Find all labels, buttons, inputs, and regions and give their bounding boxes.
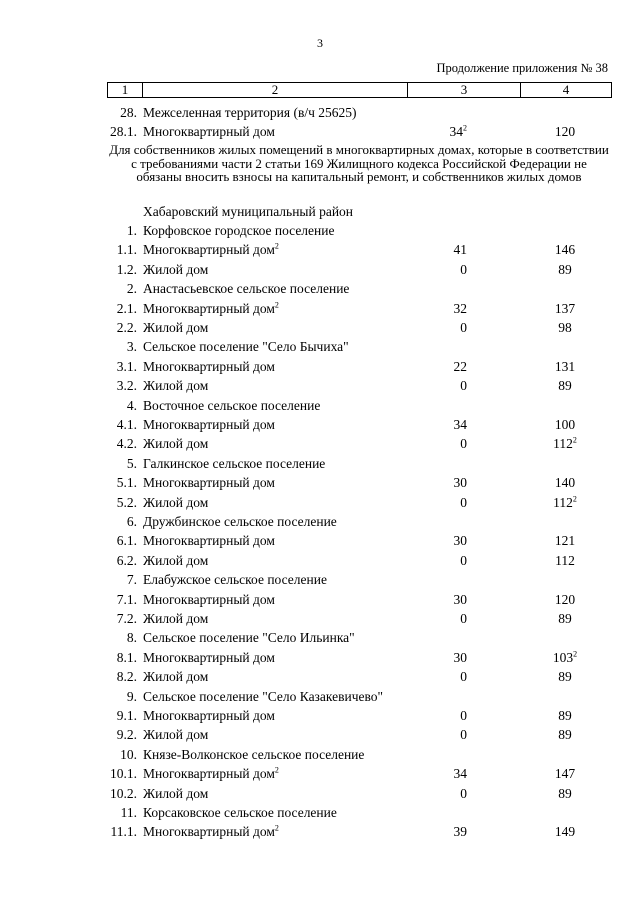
column-3-value xyxy=(400,241,467,259)
footnote-marker: 2 xyxy=(572,494,577,504)
row-number: 1.1. xyxy=(116,242,137,258)
column-4-value xyxy=(520,785,610,803)
column-4-text: 121 xyxy=(554,533,576,549)
row-name-text: Многоквартирный дом xyxy=(143,417,275,432)
column-4-value xyxy=(520,261,610,279)
row-name xyxy=(143,474,275,492)
row-name-text: Многоквартирный дом xyxy=(143,358,275,374)
footnote-marker: 2 xyxy=(274,823,279,833)
column-4-value xyxy=(520,319,610,337)
column-3-text: 30 xyxy=(453,475,467,491)
row-name xyxy=(143,435,208,453)
column-4-value xyxy=(520,435,610,453)
row-number: 6. xyxy=(126,514,137,529)
row-name-text: Многоквартирный дом xyxy=(143,824,275,840)
column-4-value xyxy=(520,300,610,318)
column-3-value xyxy=(400,726,467,744)
column-3-text: 22 xyxy=(453,358,467,374)
row-name xyxy=(143,338,349,356)
column-3-text: 41 xyxy=(453,242,467,258)
column-3-value xyxy=(400,319,467,337)
row-number: 11. xyxy=(120,805,137,820)
footnote-marker: 2 xyxy=(572,435,577,445)
footnote-marker: 2 xyxy=(463,123,467,133)
column-3-text: 0 xyxy=(460,261,467,277)
column-3-value xyxy=(400,785,467,803)
column-3-text: 0 xyxy=(460,436,467,452)
row-name xyxy=(143,823,279,841)
footnote-marker: 2 xyxy=(573,649,578,659)
table-row xyxy=(0,649,640,667)
row-name xyxy=(143,591,275,609)
continuation-caption: Продолжение приложения № 38 xyxy=(436,61,608,75)
row-name xyxy=(143,300,279,318)
table-row xyxy=(0,123,640,141)
row-name-text: Корсаковское сельское поселение xyxy=(143,805,337,820)
table-row xyxy=(0,455,640,473)
column-4-value xyxy=(520,358,610,376)
column-3-value xyxy=(400,358,467,376)
row-number: 1. xyxy=(126,223,137,238)
column-4-text: 112 xyxy=(555,552,575,568)
row-number: 5.1. xyxy=(116,475,137,491)
table-row xyxy=(0,571,640,589)
row-name xyxy=(143,532,275,550)
row-name xyxy=(143,707,275,725)
column-3-value xyxy=(400,261,467,279)
table-row xyxy=(0,765,640,783)
column-3-text: 0 xyxy=(460,611,467,626)
column-3-text: 0 xyxy=(460,727,467,743)
column-3-value xyxy=(400,377,467,395)
row-name xyxy=(143,629,355,647)
row-name xyxy=(143,804,337,822)
row-name xyxy=(143,123,275,141)
row-name-text: Князе-Волконское сельское поселение xyxy=(143,746,365,762)
district-heading: Хабаровский муниципальный район xyxy=(143,204,354,219)
row-name-text: Сельское поселение "Село Ильинка" xyxy=(143,630,355,646)
table-row xyxy=(0,358,640,376)
row-name xyxy=(143,513,337,531)
row-number: 5. xyxy=(126,455,137,471)
table-row xyxy=(0,241,640,259)
table-row xyxy=(0,746,640,764)
row-name-text: Жилой дом xyxy=(143,378,209,394)
column-4-value xyxy=(520,123,610,141)
column-4-text: 120 xyxy=(554,124,576,139)
column-3-text: 34 xyxy=(453,417,467,432)
column-4-value xyxy=(520,474,610,492)
row-name-text: Жилой дом xyxy=(143,611,209,626)
column-3-text: 0 xyxy=(460,494,467,510)
column-3-value xyxy=(400,649,467,667)
column-4-text: 89 xyxy=(558,378,572,394)
row-name-text: Корфовское городское поселение xyxy=(143,223,335,238)
column-4-value xyxy=(520,494,610,512)
table-row xyxy=(0,494,640,512)
column-3-value xyxy=(400,474,467,492)
row-number: 9.2. xyxy=(116,727,137,743)
row-name-text: Жилой дом xyxy=(143,320,209,335)
row-number: 10.1. xyxy=(110,766,137,782)
column-4-text: 149 xyxy=(554,824,576,840)
row-number: 2. xyxy=(126,281,137,297)
column-3-text: 34 xyxy=(449,124,463,139)
row-name xyxy=(143,610,208,628)
column-3-value xyxy=(400,591,467,609)
column-4-text: 89 xyxy=(558,669,572,685)
row-name-text: Восточное сельское поселение xyxy=(143,397,321,413)
column-3-value xyxy=(400,494,467,512)
notice-paragraph: Для собственников жилых помещений в многоквартирных домах, которые в соответствии с требованиями части 2 статьи 169 Жилищного кодекса Российской Федерации не обязаны вносить взносы на капитальный ремонт, и собственников жилых домов xyxy=(109,142,609,184)
table-row xyxy=(0,513,640,531)
table-row xyxy=(0,552,640,570)
row-name-text: Жилой дом xyxy=(143,552,209,568)
column-3-value xyxy=(400,416,467,434)
table-row xyxy=(0,416,640,434)
row-name xyxy=(143,785,208,803)
row-number: 28.1. xyxy=(110,124,137,139)
row-name-text: Многоквартирный дом xyxy=(143,533,275,549)
footnote-marker: 2 xyxy=(274,241,279,251)
row-name xyxy=(143,104,356,122)
row-name-text: Жилой дом xyxy=(143,669,209,685)
column-3-value xyxy=(400,300,467,318)
column-4-text: 89 xyxy=(558,611,572,626)
table-row xyxy=(0,688,640,706)
column-4-text: 120 xyxy=(554,591,576,607)
row-name-text: Многоквартирный дом xyxy=(143,242,275,258)
row-number: 7.2. xyxy=(116,611,137,626)
column-4-text: 112 xyxy=(553,436,573,452)
column-3-text: 0 xyxy=(460,669,467,685)
column-4-text: 131 xyxy=(554,358,576,374)
table-row xyxy=(0,785,640,803)
row-name-text: Жилой дом xyxy=(143,436,209,452)
table-row xyxy=(0,726,640,744)
table-row xyxy=(0,338,640,356)
table-row xyxy=(0,300,640,318)
table-row xyxy=(0,435,640,453)
row-name-text: Жилой дом xyxy=(143,727,209,743)
row-name-text: Анастасьевское сельское поселение xyxy=(143,281,350,297)
table-row xyxy=(0,397,640,415)
column-3-text: 0 xyxy=(460,708,467,723)
column-4-text: 100 xyxy=(554,417,576,432)
column-4-value xyxy=(520,552,610,570)
column-1-header: 1 xyxy=(108,83,143,98)
column-3-value xyxy=(400,823,467,841)
column-4-text: 89 xyxy=(558,785,572,801)
row-name xyxy=(143,319,208,337)
column-3-text: 30 xyxy=(453,591,467,607)
column-4-value xyxy=(520,707,610,725)
row-name xyxy=(143,358,275,376)
row-name xyxy=(143,280,349,298)
row-name xyxy=(143,765,279,783)
table-row xyxy=(0,104,640,122)
row-name xyxy=(143,222,334,240)
row-number: 7.1. xyxy=(116,591,137,607)
column-4-text: 103 xyxy=(552,649,574,665)
table-row xyxy=(0,377,640,395)
column-3-text: 30 xyxy=(453,649,467,665)
table-row xyxy=(0,823,640,841)
row-name-text: Многоквартирный дом xyxy=(143,124,275,139)
column-4-text: 147 xyxy=(554,766,576,782)
footnote-marker: 2 xyxy=(274,300,279,310)
row-number: 4.1. xyxy=(116,417,137,432)
column-3-text: 0 xyxy=(460,320,467,335)
column-4-text: 140 xyxy=(554,475,576,491)
column-4-value xyxy=(520,668,610,686)
row-name-text: Сельское поселение "Село Бычиха" xyxy=(143,339,349,355)
column-4-text: 146 xyxy=(554,242,576,258)
row-name xyxy=(143,455,325,473)
row-number: 10.2. xyxy=(110,785,137,801)
row-number: 8.2. xyxy=(116,669,137,685)
row-name-text: Многоквартирный дом xyxy=(143,300,275,316)
row-name xyxy=(143,649,275,667)
column-3-value xyxy=(400,435,467,453)
row-name-text: Галкинское сельское поселение xyxy=(143,455,326,471)
row-name xyxy=(143,377,208,395)
row-number: 3.1. xyxy=(116,358,137,374)
row-number: 28. xyxy=(120,105,137,120)
row-name xyxy=(143,416,275,434)
column-4-value xyxy=(520,591,610,609)
row-name xyxy=(143,668,208,686)
column-4-value xyxy=(520,241,610,259)
column-4-text: 89 xyxy=(558,727,572,743)
row-name xyxy=(143,397,320,415)
column-4-text: 137 xyxy=(554,300,576,316)
row-number: 7. xyxy=(126,572,137,588)
column-4-value xyxy=(520,416,610,434)
column-4-text: 112 xyxy=(553,494,573,510)
table-row xyxy=(0,532,640,550)
row-name-text: Межселенная территория (в/ч 25625) xyxy=(143,105,357,120)
column-3-text: 34 xyxy=(453,766,467,782)
table-row xyxy=(0,668,640,686)
row-name-text: Многоквартирный дом xyxy=(143,649,275,665)
row-number: 6.2. xyxy=(116,552,137,568)
row-name xyxy=(143,261,208,279)
row-name xyxy=(143,746,364,764)
column-3-text: 0 xyxy=(460,785,467,801)
column-3-value xyxy=(400,707,467,725)
column-4-value xyxy=(520,823,610,841)
table-row xyxy=(0,261,640,279)
row-number: 2.2. xyxy=(116,320,137,335)
footnote-marker: 2 xyxy=(274,765,279,775)
column-4-value xyxy=(520,726,610,744)
row-name-text: Жилой дом xyxy=(143,494,209,510)
table-row xyxy=(0,280,640,298)
row-number: 9.1. xyxy=(116,708,137,723)
column-4-value xyxy=(520,765,610,783)
column-3-text: 0 xyxy=(460,552,467,568)
table-row xyxy=(0,707,640,725)
column-3-header: 3 xyxy=(408,83,521,98)
row-number: 6.1. xyxy=(116,533,137,549)
row-number: 1.2. xyxy=(116,261,137,277)
row-number: 8.1. xyxy=(116,649,137,665)
row-name xyxy=(143,726,208,744)
column-3-text: 39 xyxy=(453,824,467,840)
table-row xyxy=(0,474,640,492)
column-4-text: 89 xyxy=(558,708,572,723)
table-row xyxy=(0,804,640,822)
row-name xyxy=(143,494,208,512)
column-3-text: 30 xyxy=(453,533,467,549)
column-4-text: 98 xyxy=(558,320,572,335)
row-number: 4.2. xyxy=(116,436,137,452)
page-number: 3 xyxy=(317,36,323,50)
row-name-text: Жилой дом xyxy=(143,785,209,801)
column-3-value xyxy=(400,532,467,550)
row-number: 3. xyxy=(126,339,137,355)
row-number: 2.1. xyxy=(116,300,137,316)
table-row xyxy=(0,629,640,647)
column-4-text: 89 xyxy=(558,261,572,277)
column-4-value xyxy=(520,649,610,667)
column-4-value xyxy=(520,532,610,550)
row-number: 9. xyxy=(126,688,137,704)
row-number: 5.2. xyxy=(116,494,137,510)
row-number: 3.2. xyxy=(116,378,137,394)
row-name-text: Многоквартирный дом xyxy=(143,708,275,723)
row-name-text: Дружбинское сельское поселение xyxy=(143,514,337,529)
column-4-value xyxy=(520,377,610,395)
column-3-value xyxy=(400,552,467,570)
column-2-header: 2 xyxy=(143,83,408,98)
column-4-value xyxy=(520,610,610,628)
column-number-header xyxy=(107,82,612,98)
column-3-value xyxy=(400,668,467,686)
row-name-text: Жилой дом xyxy=(143,261,209,277)
row-name-text: Многоквартирный дом xyxy=(143,591,275,607)
row-name-text: Многоквартирный дом xyxy=(143,475,275,491)
table-row xyxy=(0,319,640,337)
row-name xyxy=(143,241,279,259)
row-number: 11.1. xyxy=(110,824,137,840)
row-number: 8. xyxy=(126,630,137,646)
row-number: 10. xyxy=(120,746,137,762)
row-name-text: Елабужское сельское поселение xyxy=(143,572,327,588)
column-4-header: 4 xyxy=(521,83,612,98)
table-row xyxy=(0,222,640,240)
column-3-value xyxy=(400,123,467,141)
table-row xyxy=(0,591,640,609)
row-name xyxy=(143,571,327,589)
column-3-value xyxy=(400,610,467,628)
row-name-text: Сельское поселение "Село Казакевичево" xyxy=(143,688,384,704)
column-3-text: 32 xyxy=(453,300,467,316)
row-name xyxy=(143,688,383,706)
column-3-value xyxy=(400,765,467,783)
table-row xyxy=(0,610,640,628)
row-name xyxy=(143,552,208,570)
row-number: 4. xyxy=(126,397,137,413)
row-name-text: Многоквартирный дом xyxy=(143,766,275,782)
column-3-text: 0 xyxy=(460,378,467,394)
